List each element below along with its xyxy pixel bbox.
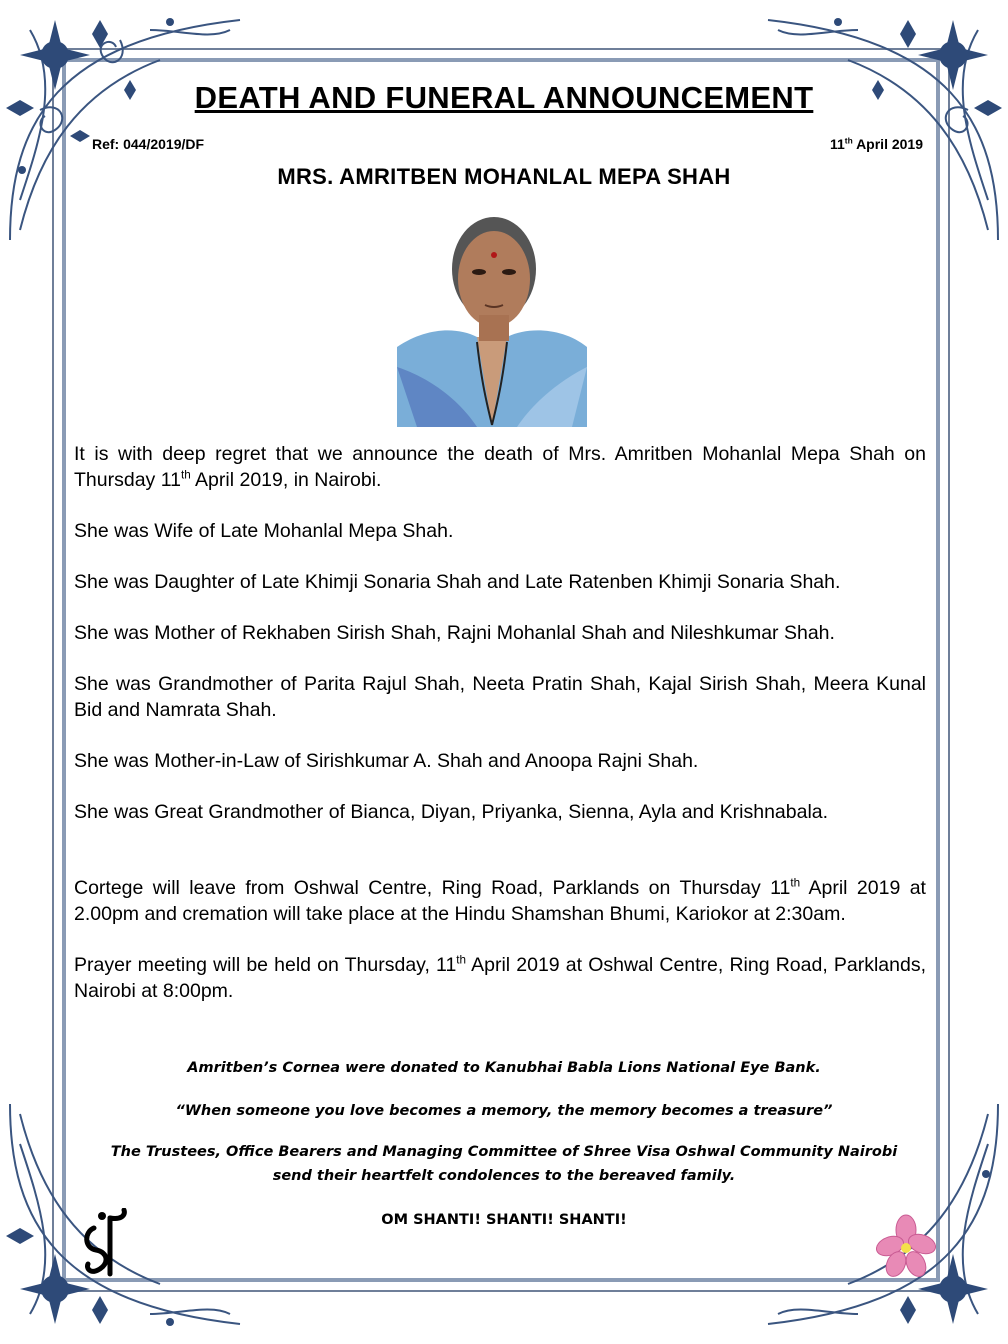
prayer-meeting-details: Prayer meeting will be held on Thursday, 11th April 2019 at Oshwal Centre, Ring Road, Parklands, Nairobi at 8:00pm. [74,953,927,1002]
memorial-quote: “When someone you love becomes a memory, the memory becomes a treasure” [175,1103,833,1119]
deceased-name: MRS. AMRITBEN MOHANLAL MEPA SHAH [277,164,731,189]
page-title: DEATH AND FUNERAL ANNOUNCEMENT [194,80,814,115]
condolence-line-1: The Trustees, Office Bearers and Managing Committee of Shree Visa Oshwal Community Nairobi [110,1144,898,1160]
cornea-donation-note: Amritben’s Cornea were donated to Kanubhai Babla Lions National Eye Bank. [187,1060,821,1076]
death-statement: It is with deep regret that we announce the death of Mrs. Amritben Mohanlal Mepa Shah on Thursday 11th April 2019, in Nairobi. [74,443,926,491]
corner-ornament-icon [0,0,250,250]
announcement-date: 11th April 2019 [829,135,923,152]
closing-notes [80,1056,928,1188]
relation-grandmother: She was Grandmother of Parita Rajul Shah, Neeta Pratin Shah, Kajal Sirish Shah, Meera Kunal Bid and Namrata Shah. [74,673,926,721]
om-shanti: OM SHANTI! SHANTI! SHANTI! [381,1212,627,1228]
portrait-photo [397,197,587,427]
relation-daughter: She was Daughter of Late Khimji Sonaria Shah and Late Ratenben Khimji Sonaria Shah. [74,571,841,593]
cortege-details: Cortege will leave from Oshwal Centre, Ring Road, Parklands on Thursday 11th April 2019 at 2.00pm and cremation will take place at the Hindu Shamshan Bhumi, Kariokor at 2:30am. [74,876,926,925]
condolence-line-2: send their heartfelt condolences to the bereaved family. [272,1168,736,1184]
corner-ornament-icon [758,0,1008,250]
reference-number: Ref: 044/2019/DF [92,136,205,152]
relation-mother: She was Mother of Rekhaben Sirish Shah, Rajni Mohanlal Shah and Nileshkumar Shah. [74,622,835,644]
relation-great-grandmother: She was Great Grandmother of Bianca, Diyan, Priyanka, Sienna, Ayla and Krishnabala. [74,801,829,823]
announcement-body [74,441,926,1029]
pink-flower-icon [876,1214,936,1280]
relation-wife: She was Wife of Late Mohanlal Mepa Shah. [74,520,454,542]
jain-symbol-icon [80,1208,132,1282]
relation-mother-in-law: She was Mother-in-Law of Sirishkumar A. Shah and Anoopa Rajni Shah. [74,750,699,772]
